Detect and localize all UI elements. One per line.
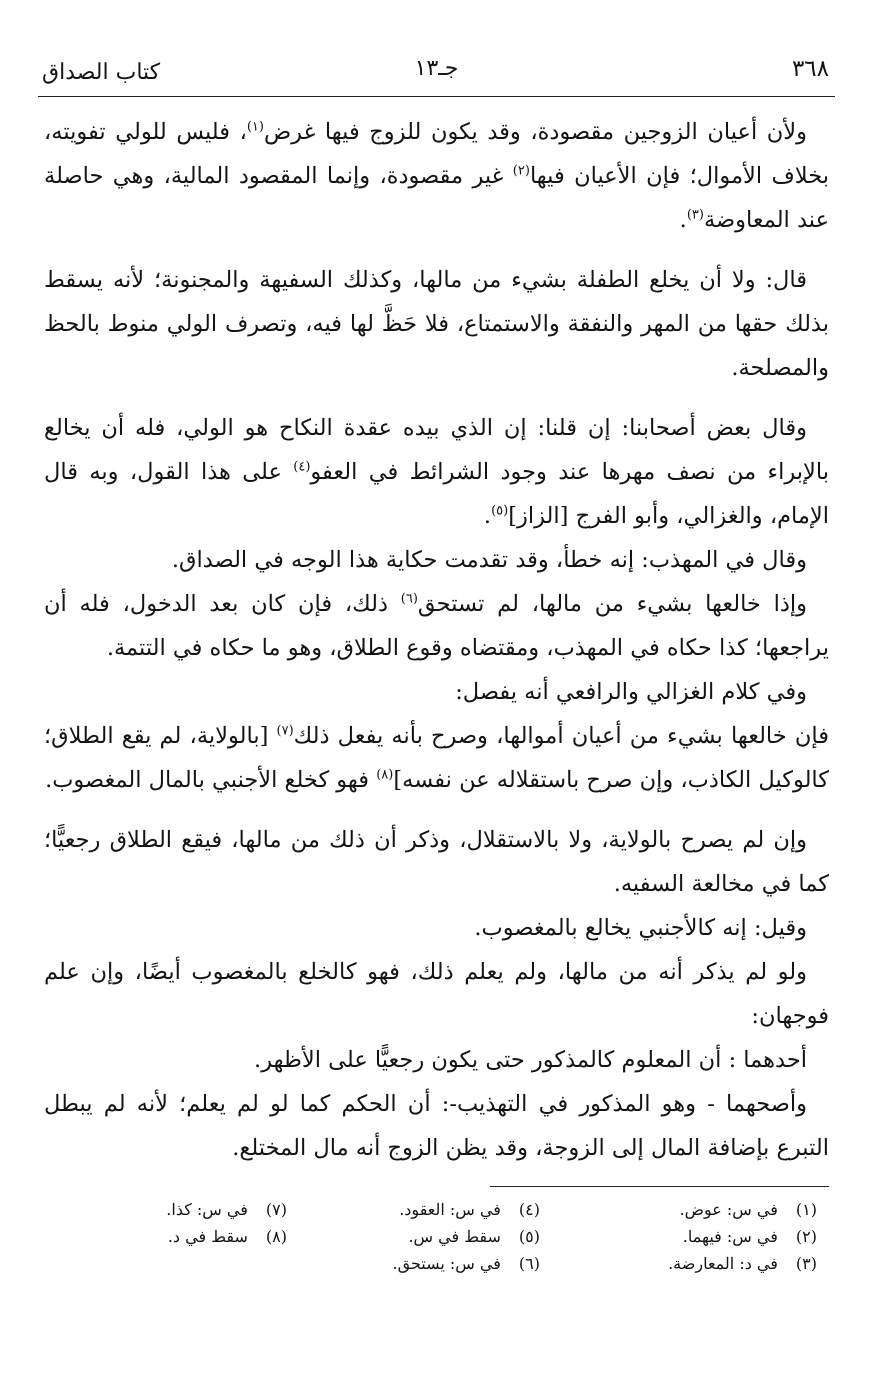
- book-title: كتاب الصداق: [42, 60, 161, 85]
- paragraph-4: وقال في المهذب: إنه خطأ، وقد تقدمت حكاية هذا الوجه في الصداق.: [171, 547, 807, 573]
- paragraph-2: قال: ولا أن يخلع الطفلة بشيء من مالها، وكذلك السفيهة والمجنونة؛ لأنه يسقط بذلك حقها من المهر والنفقة والاستمتاع، فلا حَظَّ لها فيه، وتصرف الولي منوط بالحظ والمصلحة.: [44, 267, 829, 381]
- footnote-1: (١) في س: عوض.: [679, 1200, 817, 1219]
- paragraph-12: وأصحهما - وهو المذكور في التهذيب-: أن الحكم كما لو لم يعلم؛ لأنه لم يبطل التبرع بإضافة المال إلى الزوجة، وقد يظن الزوج أنه مال المختلع.: [44, 1091, 829, 1161]
- footnote-4: (٤) في س: العقود.: [399, 1200, 540, 1219]
- footnote-ref-2[interactable]: (٢): [512, 163, 530, 179]
- footnote-ref-5[interactable]: (٥): [491, 503, 509, 519]
- paragraph-7: فإن خالعها بشيء من أعيان أموالها، وصرح بأنه يفعل ذلك$^{(٧)}$ [بالولاية، لم يقع الطلاق؛ كالوكيل الكاذب، وإن صرح باستقلاله عن نفسه]$^{(٨)}$ فهو كخلع الأجنبي بالمال المغصوب.: [44, 723, 829, 793]
- paragraph-8: وإن لم يصرح بالولاية، ولا بالاستقلال، وذكر أن ذلك من مالها، فيقع الطلاق رجعيًّا؛ كما في مخالعة السفيه.: [44, 827, 829, 897]
- footnote-divider: [490, 1186, 829, 1187]
- paragraph-11: أحدهما : أن المعلوم كالمذكور حتى يكون رجعيًّا على الأظهر.: [254, 1047, 807, 1073]
- footnote-ref-6[interactable]: (٦): [400, 591, 418, 607]
- footnote-column-2: [300, 1196, 540, 1277]
- footnote-6: (٦) في س: يستحق.: [392, 1254, 540, 1273]
- page-number: ٣٦٨: [791, 56, 829, 82]
- paragraph-1: ولأن أعيان الزوجين مقصودة، وقد يكون للزوج فيها غرض$^{(١)}$، فليس للولي تفويته، بخلاف الأموال؛ فإن الأعيان فيها$^{(٢)}$ غير مقصودة، وإنما المقصود المالية، وهي حاصلة عند المعاوضة$^{(٣)}$.: [44, 119, 829, 233]
- footnote-ref-4[interactable]: (٤): [293, 459, 311, 475]
- volume-label: جـ١٣: [414, 56, 459, 81]
- paragraph-9: وقيل: إنه كالأجنبي يخالع بالمغصوب.: [474, 915, 807, 941]
- footnote-3: (٣) في د: المعارضة.: [668, 1254, 817, 1273]
- footnote-2: (٢) في س: فيهما.: [682, 1227, 817, 1246]
- footnote-ref-1[interactable]: (١): [246, 119, 264, 135]
- footnote-ref-3[interactable]: (٣): [686, 207, 704, 223]
- paragraph-3: وقال بعض أصحابنا: إن قلنا: إن الذي بيده عقدة النكاح هو الولي، فله أن يخالع بالإبراء من نصف مهرها عند وجود الشرائط في العفو$^{(٤)}$ على هذا القول، وبه قال الإمام، والغزالي، وأبو الفرج [الزاز]$^{(٥)}$.: [44, 415, 829, 529]
- footnote-ref-8[interactable]: (٨): [376, 767, 394, 783]
- paragraph-6: وفي كلام الغزالي والرافعي أنه يفصل:: [455, 679, 807, 705]
- footnote-8: (٨) سقط في د.: [167, 1227, 287, 1246]
- header-divider: [38, 96, 835, 97]
- footnote-7: (٧) في س: كذا.: [166, 1200, 287, 1219]
- paragraph-5: وإذا خالعها بشيء من مالها، لم تستحق$^{(٦)}$ ذلك، فإن كان بعد الدخول، فله أن يراجعها؛ كذا حكاه في المهذب، ومقتضاه وقوع الطلاق، وهو ما حكاه في التتمة.: [44, 591, 829, 661]
- footnote-5: (٥) سقط في س.: [408, 1227, 540, 1246]
- main-text: [44, 110, 829, 1170]
- paragraph-10: ولو لم يذكر أنه من مالها، ولم يعلم ذلك، فهو كالخلع بالمغصوب أيضًا، وإن علم فوجهان:: [44, 959, 829, 1029]
- page-header: [38, 56, 835, 92]
- footnote-ref-7[interactable]: (٧): [276, 723, 294, 739]
- footnote-column-3: [67, 1196, 287, 1250]
- footnote-column-1: [577, 1196, 817, 1277]
